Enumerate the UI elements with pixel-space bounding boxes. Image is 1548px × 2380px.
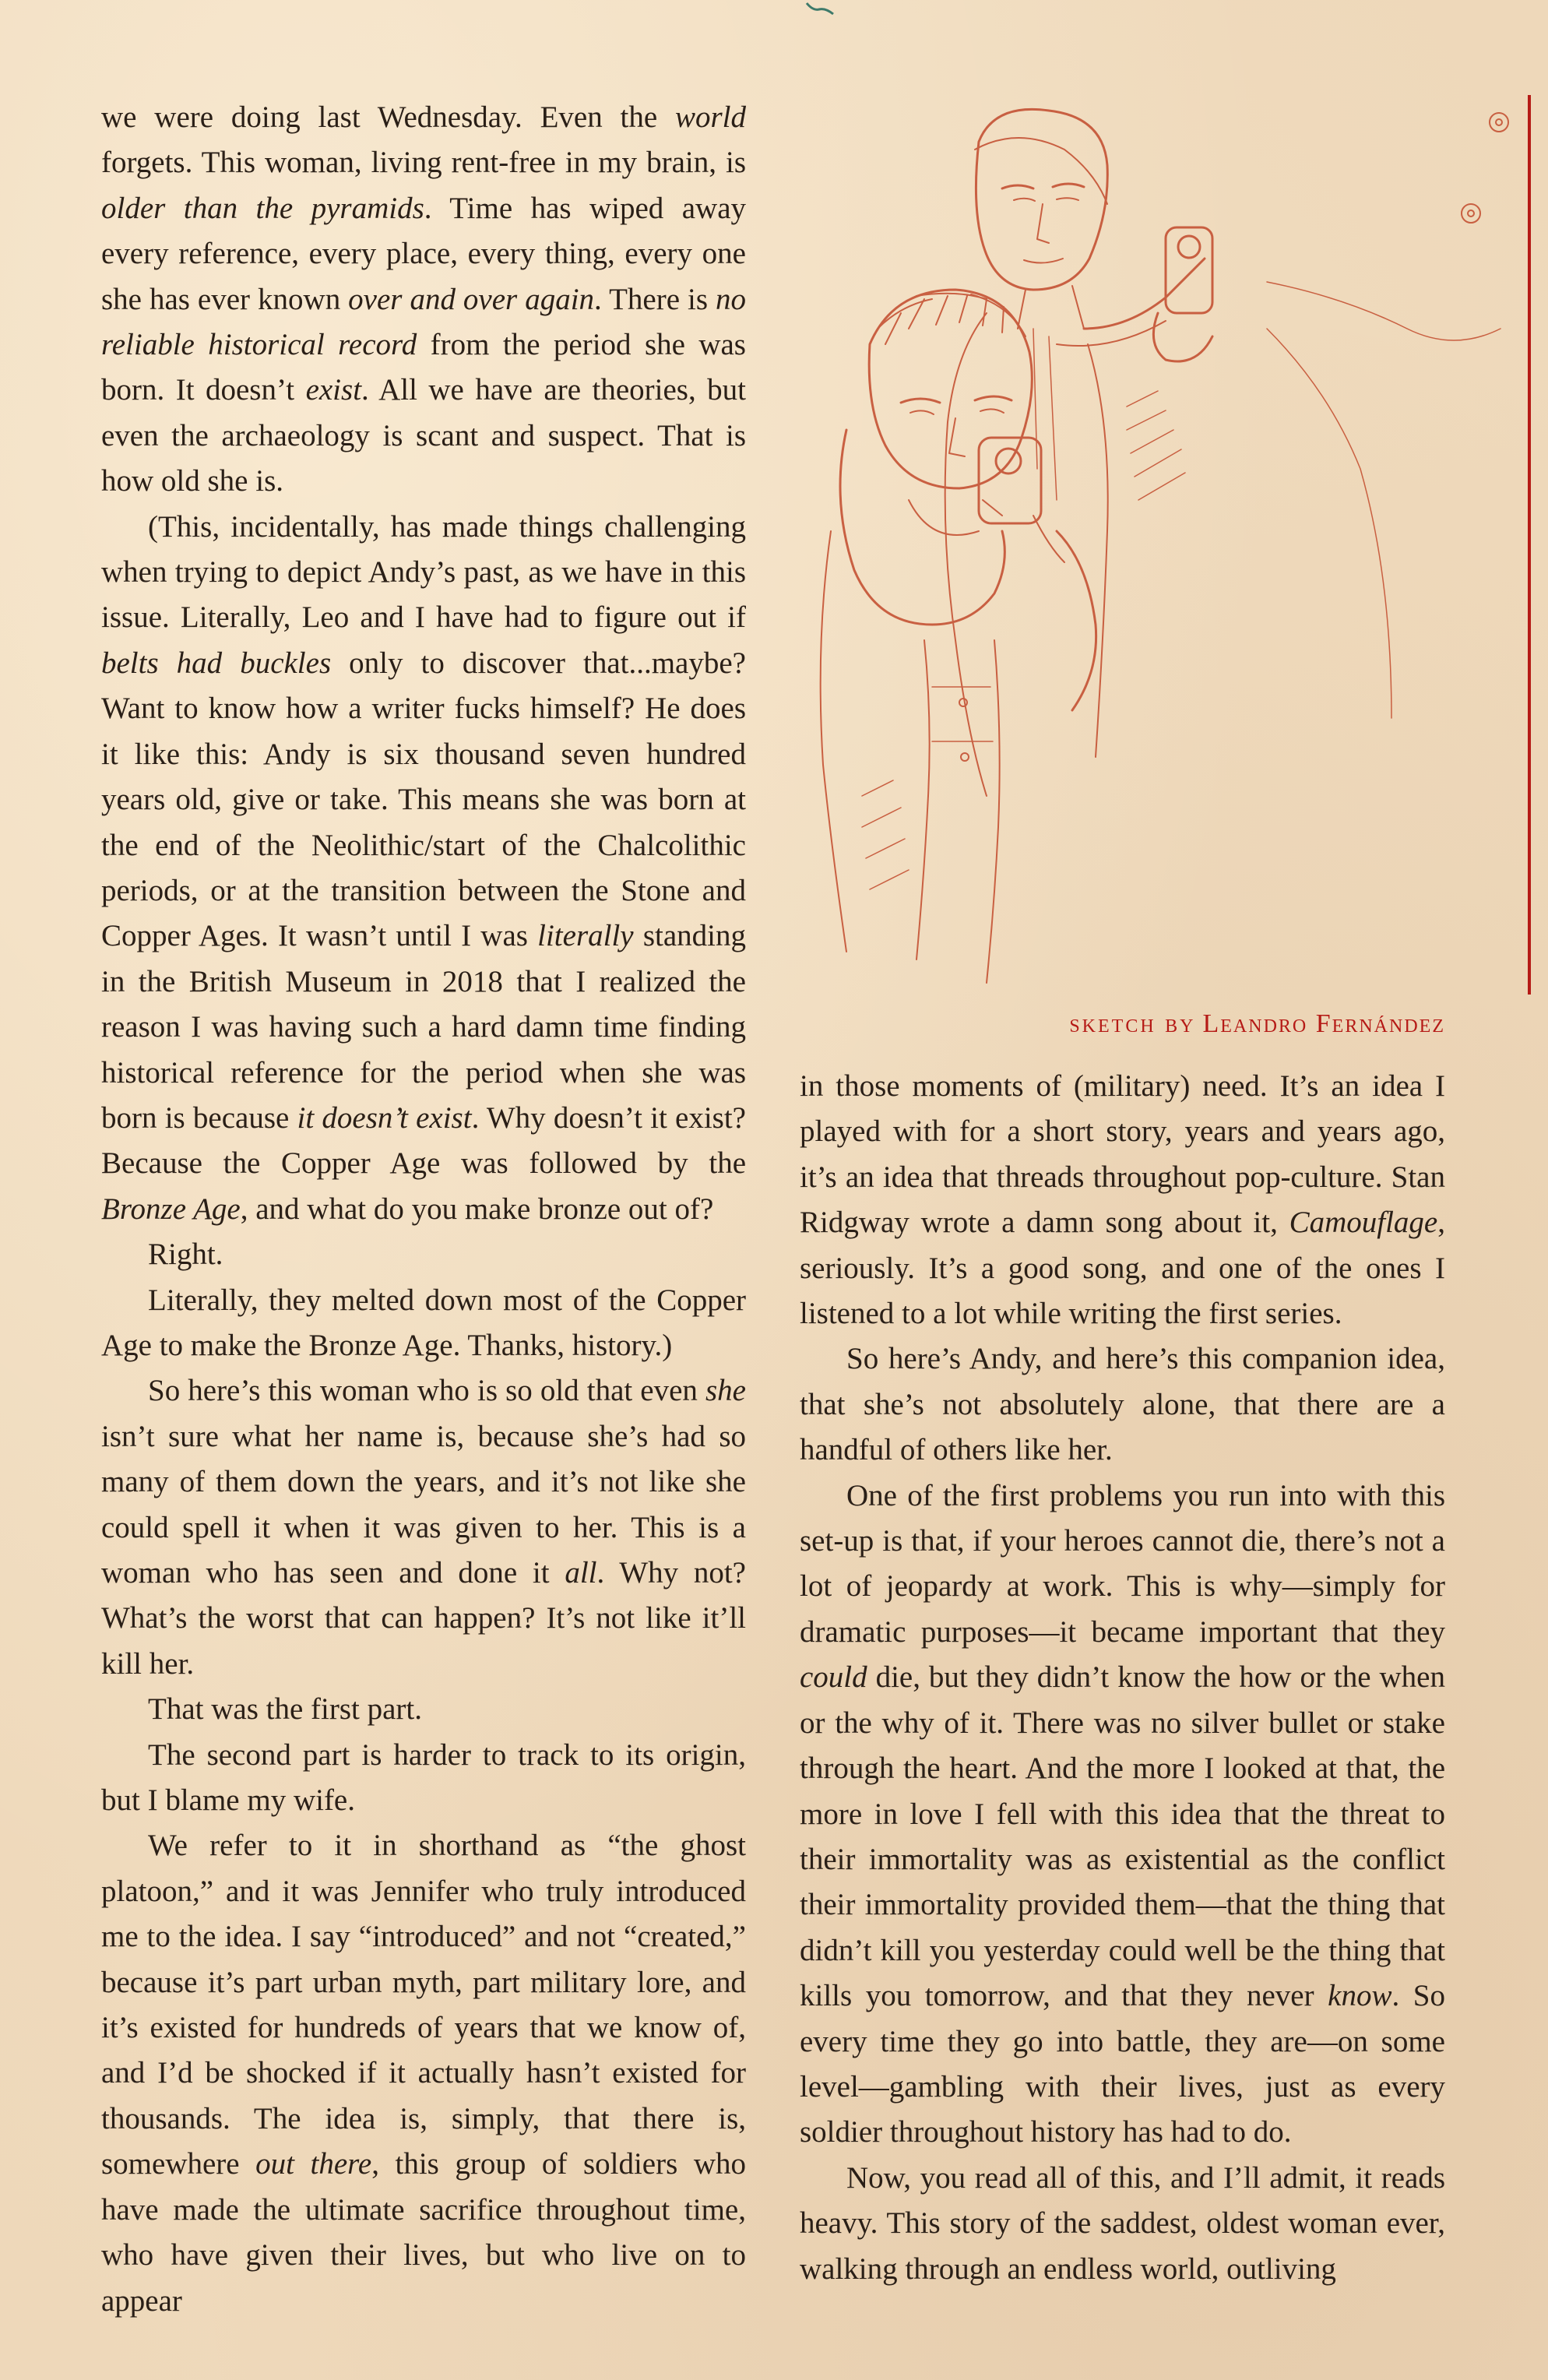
body-text: . Why doesn’t it exist? Because the Copper Age was followed by the [101,1100,746,1181]
italic-text: could [800,1660,867,1695]
body-text: . There is [594,282,716,316]
paragraph [800,1473,1445,2156]
italic-text: it doesn’t exist [297,1100,472,1135]
paragraph [800,1064,1445,1336]
caption-prefix: sketch by [1069,1009,1196,1038]
italic-text: older than the pyramids [101,191,424,225]
italic-text: no reliable historical record [101,282,746,362]
body-text: The second part is harder to track to its origin, but I blame my wife. [101,1737,746,1818]
top-ink-mark [802,0,849,31]
body-text: die, but they didn’t know the how or the when or the why of it. There was no silver bullet or stake through the heart. And the more I looked at that, the more in love I fell with this idea that the threat to their immortality was as existential as the conflict their immortality provided them—that the thing that didn’t kill you yesterday could well be the thing that kills you tomorrow, and that they never [800,1660,1445,2013]
paragraph [101,95,746,505]
italic-text: belts had buckles [101,646,332,680]
paragraph [101,1823,746,2323]
paragraph [101,1232,746,1277]
right-text-column [800,1064,1445,2292]
body-text: , this group of soldiers who have made the ultimate sacrifice throughout time, who have given their lives, but who live on to appear [101,2147,746,2318]
italic-text: exist [305,373,362,407]
italic-text: out there [255,2147,372,2181]
paragraph [800,1336,1445,1473]
body-text: . All we have are theories, but even the archaeology is scant and suspect. That is how old she is. [101,373,746,498]
italic-text: Bronze Age [101,1192,241,1226]
body-text: we were doing last Wednesday. Even the [101,100,675,134]
caption-artist: Leandro Fernández [1202,1009,1445,1038]
italic-text: literally [537,919,634,953]
body-text: from the period she was born. It doesn’t [101,328,746,407]
body-text: in those moments of (military) need. It’s an idea I played with for a short story, years and years ago, it’s an idea that threads throughout pop-culture. Stan Ridgway wrote a damn song about it, [800,1069,1445,1240]
body-text: , seriously. It’s a good song, and one of the ones I listened to a lot while writing the first series. [800,1206,1445,1331]
sketch-illustration [800,95,1531,995]
body-text: Literally, they melted down most of the Copper Age to make the Bronze Age. Thanks, history.) [101,1283,746,1362]
body-text: standing in the British Museum in 2018 that I realized the reason I was having such a hard damn time finding historical reference for the period when she was born is because [101,919,746,1135]
italic-text: she [705,1374,746,1408]
italic-text: know [1328,1979,1392,2013]
body-text: So here’s Andy, and here’s this companion idea, that she’s not absolutely alone, that there are a handful of others like her. [800,1342,1445,1467]
paragraph [101,1687,746,1732]
paragraph [101,1278,746,1369]
body-text: forgets. This woman, living rent-free in my brain, is [101,146,746,180]
body-text: Now, you read all of this, and I’ll admit, it reads heavy. This story of the saddest, oldest woman ever, walking through an endless world, outliving [800,2160,1445,2286]
body-text: . Time has wiped away every reference, every place, every thing, every one she has ever known [101,191,747,316]
paragraph [101,1368,746,1687]
body-text: Right. [148,1238,223,1272]
left-text-column [101,95,746,2324]
body-text: One of the first problems you run into with this set-up is that, if your heroes cannot die, there’s not a lot of jeopardy at work. This is why—simply for dramatic purposes—it became important that they [800,1478,1445,1649]
body-text: , and what do you make bronze out of? [240,1192,714,1226]
body-text: . So every time they go into battle, they are—on some level—gambling with their lives, just as every soldier throughout history has had to do. [800,1979,1445,2149]
paragraph [101,1733,746,1824]
italic-text: Camouflage [1289,1206,1438,1240]
body-text: only to discover that...maybe? Want to know how a writer fucks himself? He does it like this: Andy is six thousand seven hundred years old, give or take. This means she was born at the end of the Neolithic/start of the Chalcolithic periods, or at the transition between the Stone and Copper Ages. It wasn’t until I was [101,646,746,953]
body-text: isn’t sure what her name is, because she’s had so many of them down the years, and it’s not like she could spell it when it was given to her. This is a woman who has seen and done it [101,1419,746,1590]
italic-text: world [674,100,746,134]
illustration-caption [800,1009,1445,1039]
paragraph [800,2156,1445,2292]
sketch-drawing [800,95,1525,995]
paragraph [101,505,746,1233]
italic-text: over and over again [348,282,595,316]
italic-text: all [565,1556,597,1590]
body-text: . Why not? What’s the worst that can happen? It’s not like it’ll kill her. [101,1556,746,1681]
body-text: So here’s this woman who is so old that even [148,1374,705,1408]
body-text: That was the first part. [148,1692,422,1727]
body-text: (This, incidentally, has made things challenging when trying to depict Andy’s past, as we have in this issue. Literally, Leo and I have had to figure out if [101,509,746,635]
body-text: We refer to it in shorthand as “the ghost platoon,” and it was Jennifer who truly introduced me to the idea. I say “introduced” and not “created,” because it’s part urban myth, part military lore, and it’s existed for hundreds of years that we know of, and I’d be shocked if it actually hasn’t existed for thousands. The idea is, simply, that there is, somewhere [101,1829,746,2181]
